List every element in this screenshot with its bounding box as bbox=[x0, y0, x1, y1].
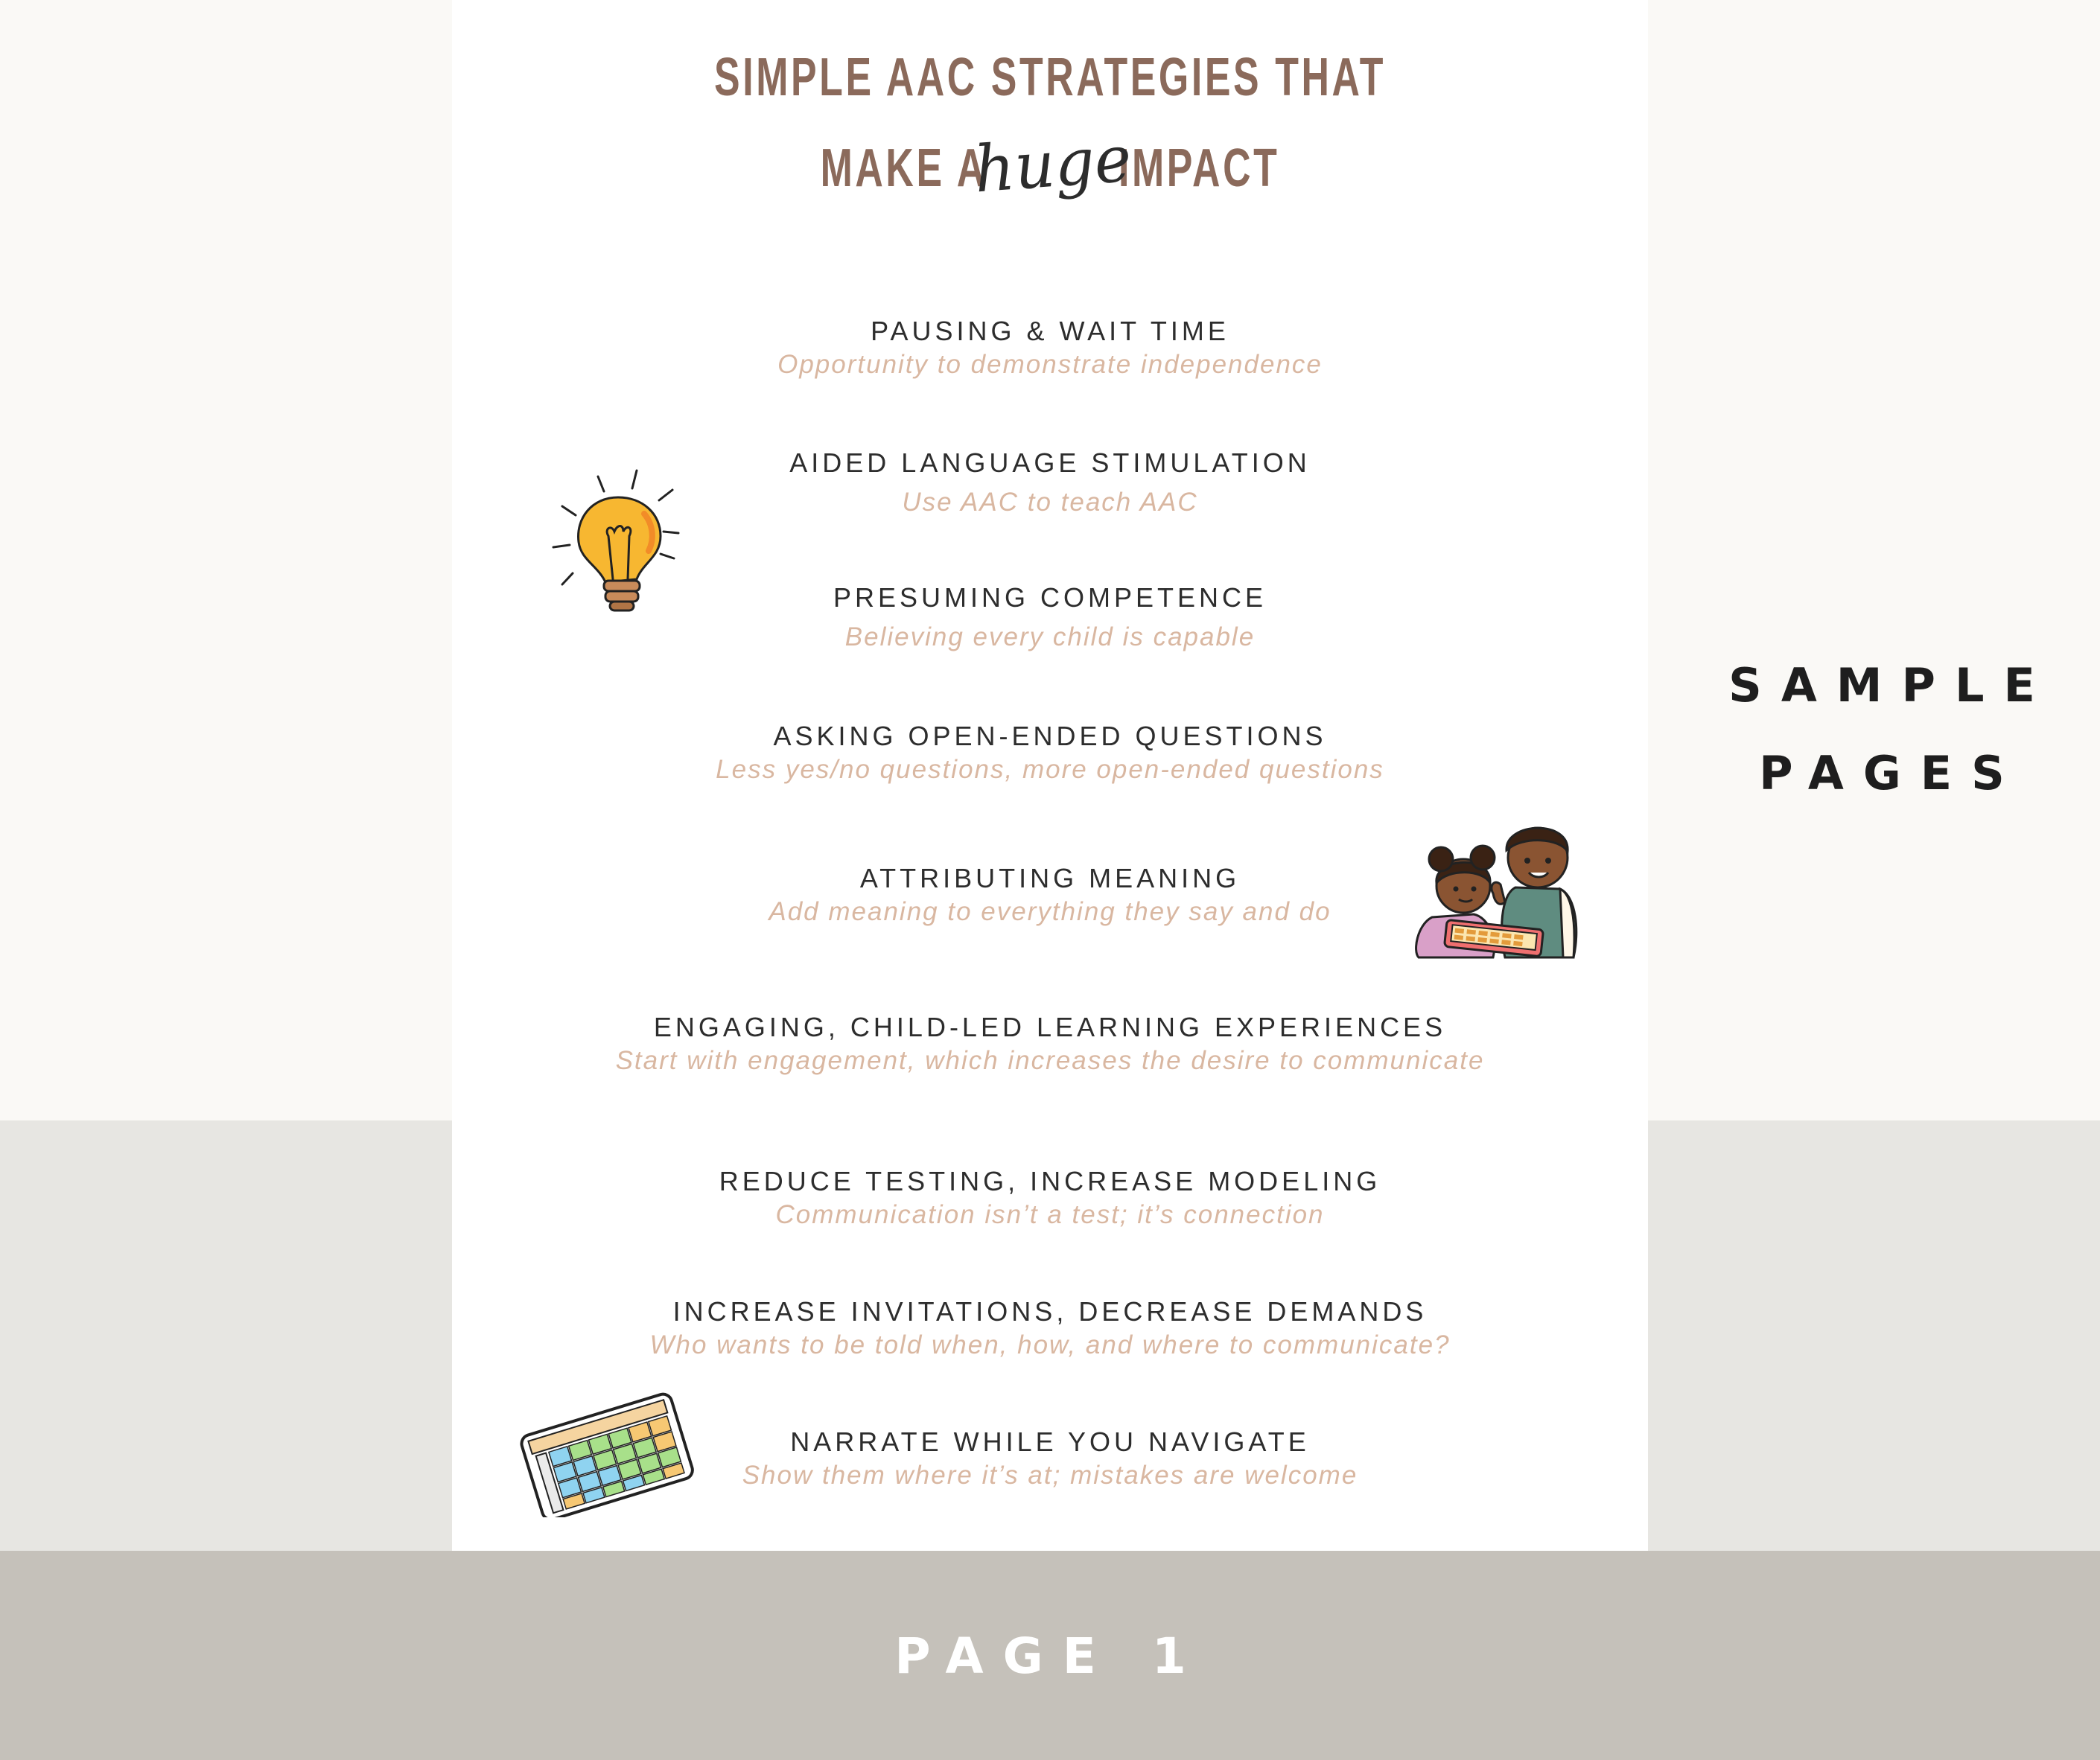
strategy-heading: NARRATE WHILE YOU NAVIGATE bbox=[790, 1426, 1310, 1457]
strategy-subtitle: Use AAC to teach AAC bbox=[902, 488, 1198, 517]
strategy-subtitle: Who wants to be told when, how, and where to communicate? bbox=[649, 1330, 1451, 1359]
strategy-item bbox=[452, 1014, 1648, 1074]
strategy-subtitle: Believing every child is capable bbox=[844, 622, 1256, 651]
strategy-item bbox=[452, 318, 1648, 377]
page-number-label: PAGE 1 bbox=[894, 1627, 1206, 1685]
strategy-heading: REDUCE TESTING, INCREASE MODELING bbox=[719, 1166, 1381, 1196]
strategy-heading: PAUSING & WAIT TIME bbox=[871, 316, 1229, 346]
strategy-subtitle: Opportunity to demonstrate independence bbox=[777, 350, 1323, 379]
strategy-heading: ASKING OPEN-ENDED QUESTIONS bbox=[773, 721, 1327, 751]
title-line-2 bbox=[620, 121, 1480, 208]
strategy-subtitle: Add meaning to everything they say and do bbox=[769, 897, 1331, 926]
strategy-item bbox=[452, 1168, 1648, 1228]
title-line-1: SIMPLE AAC STRATEGIES THAT bbox=[714, 48, 1386, 107]
strategy-subtitle: Start with engagement, which increases the desire to communicate bbox=[615, 1046, 1485, 1075]
strategy-heading: ENGAGING, CHILD-LED LEARNING EXPERIENCES bbox=[653, 1012, 1447, 1042]
side-label-pages: PAGES bbox=[1759, 746, 2024, 800]
strategy-subtitle: Less yes/no questions, more open-ended questions bbox=[716, 755, 1384, 784]
strategy-item bbox=[452, 723, 1648, 782]
side-label-sample: SAMPLE bbox=[1728, 658, 2055, 712]
sample-page bbox=[452, 0, 1648, 1551]
title-impact: IMPACT bbox=[1118, 138, 1280, 198]
children-with-aac-device-icon bbox=[1411, 806, 1582, 962]
aac-tablet-icon bbox=[513, 1391, 699, 1517]
strategy-subtitle: Communication isn’t a test; it’s connection bbox=[775, 1200, 1325, 1229]
strategy-heading: ATTRIBUTING MEANING bbox=[859, 863, 1241, 893]
strategy-item bbox=[452, 1298, 1648, 1358]
title-make-a: MAKE A bbox=[820, 138, 987, 198]
strategy-heading: AIDED LANGUAGE STIMULATION bbox=[789, 447, 1311, 478]
lightbulb-icon bbox=[540, 462, 696, 625]
title-script-word: huge bbox=[972, 121, 1134, 208]
strategy-subtitle: Show them where it’s at; mistakes are welcome bbox=[742, 1461, 1358, 1490]
strategy-heading: PRESUMING COMPETENCE bbox=[833, 582, 1267, 613]
strategy-heading: INCREASE INVITATIONS, DECREASE DEMANDS bbox=[672, 1296, 1428, 1327]
